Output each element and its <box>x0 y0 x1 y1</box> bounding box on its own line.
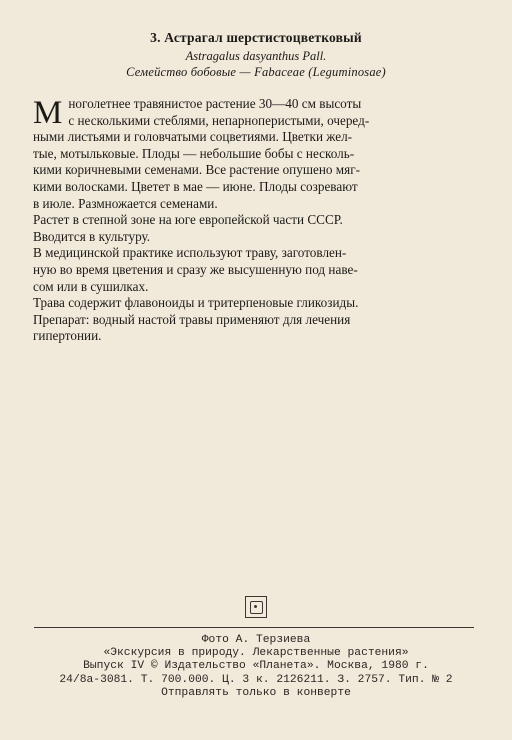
text-line: В медицинской практике используют траву, заготовлен- <box>33 245 347 261</box>
text-line: в июле. Размножается семенами. <box>33 195 218 211</box>
latin-name: Astragalus dasyanthus Pall. <box>185 49 327 63</box>
text-line: гипертонии. <box>33 328 102 344</box>
text-line: Растет в степной зоне на юге европейской части СССР. <box>33 212 343 228</box>
text-line: Вводится в культуру. <box>33 228 151 244</box>
imprint <box>0 634 512 700</box>
text-line: ноголетнее травянистое растение 30—40 см высоты <box>68 96 362 111</box>
imprint-series: «Экскурсия в природу. Лекарственные растения» <box>103 647 409 660</box>
family-name: Семейство бобовые — Fabaceae (Leguminosae) <box>126 65 386 79</box>
page-title: 3. Астрагал шерстистоцветковый <box>150 30 362 45</box>
description-text <box>33 96 485 345</box>
publisher-logo-icon <box>245 596 267 618</box>
text-line: кими волосками. Цветет в мае — июне. Плоды созревают <box>33 178 358 194</box>
text-line: ными листьями и головчатыми соцветиями. Цветки жел- <box>33 129 353 145</box>
imprint-publisher: Выпуск IV © Издательство «Планета». Москва, 1980 г. <box>83 660 429 673</box>
paragraph-composition <box>33 295 485 312</box>
header <box>0 30 512 80</box>
text-line: с несколькими стеблями, непарноперистыми, очеред- <box>68 112 370 128</box>
text-line: ную во время цветения и сразу же высушенную под наве- <box>33 261 358 277</box>
divider <box>34 627 474 628</box>
imprint-photo-credit: Фото А. Терзиева <box>201 634 311 646</box>
imprint-mailing-note: Отправлять только в конверте <box>161 686 351 699</box>
text-line: сом или в сушилках. <box>33 278 149 294</box>
imprint-print-codes: 24/8а-3081. Т. 700.000. Ц. 3 к. 2126211. З. 2757. Тип. № 2 <box>59 673 453 686</box>
text-line: тые, мотыльковые. Плоды — небольшие бобы с несколь- <box>33 145 355 161</box>
text-line: кими коричневыми семенами. Все растение опушено мяг- <box>33 162 361 178</box>
paragraph-preparation <box>33 312 485 345</box>
dropcap-letter: М <box>33 95 63 131</box>
paragraph-description <box>33 96 485 212</box>
text-line: Трава содержит флавоноиды и тритерпеновые гликозиды. <box>33 295 359 311</box>
paragraph-habitat <box>33 212 485 245</box>
text-line: Препарат: водный настой травы применяют для лечения <box>33 311 351 327</box>
paragraph-usage <box>33 245 485 295</box>
